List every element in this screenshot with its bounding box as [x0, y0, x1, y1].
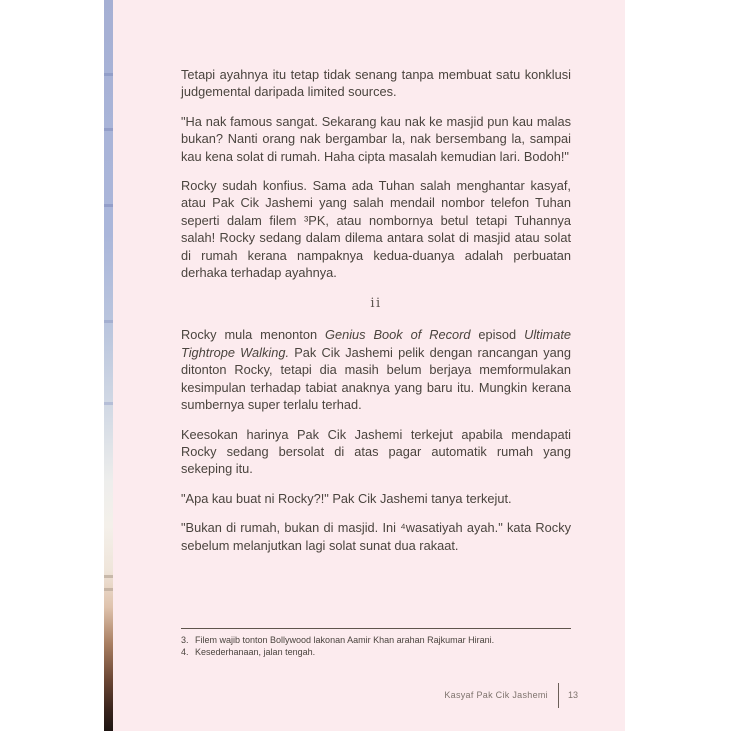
footnote-divider	[181, 628, 571, 629]
page-number: 13	[567, 690, 578, 700]
edge-mark	[104, 128, 113, 131]
adjacent-image-edge	[104, 0, 113, 731]
footnote-number: 4.	[181, 646, 189, 657]
footer-divider	[558, 683, 559, 708]
edge-mark	[104, 320, 113, 323]
footnote	[181, 647, 571, 659]
paragraph	[181, 326, 571, 413]
edge-mark	[104, 575, 113, 578]
italic-title: Ultimate Tightrope Walking.	[181, 327, 572, 360]
italic-title: Genius Book of Record	[325, 327, 471, 343]
footnotes-block	[181, 628, 571, 658]
section-heading: ii	[370, 296, 382, 312]
edge-mark	[104, 204, 113, 207]
dialogue-paragraph: "Apa kau buat ni Rocky?!" Pak Cik Jashemi tanya terkejut.	[181, 490, 512, 506]
running-title: Kasyaf Pak Cik Jashemi	[444, 690, 548, 700]
page-footer	[444, 682, 578, 708]
edge-mark	[104, 73, 113, 76]
dialogue-paragraph: "Ha nak famous sangat. Sekarang kau nak ke masjid pun kau malas bukan? Nanti orang nak bergambar la, nak bersembang la, sampai kau kena solat di rumah. Haha cipta masalah kemudian lari. Bodoh!"	[181, 113, 571, 164]
paragraph: Tetapi ayahnya itu tetap tidak senang tanpa membuat satu konklusi judgemental daripada limited sources.	[181, 67, 571, 100]
edge-mark	[104, 402, 113, 405]
footnote-number: 3.	[181, 635, 189, 645]
footnote-text: Kesederhanaan, jalan tengah.	[195, 646, 316, 657]
paragraph: Keesokan harinya Pak Cik Jashemi terkejut apabila mendapati Rocky sedang bersolat di atas pagar automatik rumah yang sekeping itu.	[181, 426, 571, 477]
text-run: episod	[470, 327, 525, 343]
text-run: Pak Cik Jashemi pelik dengan rancangan yang ditonton Rocky, tetapi dia masih belum berjaya memformulakan kesimpulan terhadap tabiat anaknya yang baru itu. Mungkin kerana sumbernya super terlalu terhad.	[181, 344, 571, 413]
footnote-text: Filem wajib tonton Bollywood lakonan Aamir Khan arahan Rajkumar Hirani.	[195, 635, 495, 645]
page-body-text	[181, 66, 571, 554]
text-run: Rocky mula menonton	[181, 327, 326, 343]
book-page	[113, 0, 625, 731]
edge-mark	[104, 588, 113, 591]
dialogue-paragraph: "Bukan di rumah, bukan di masjid. Ini ⁴wasatiyah ayah." kata Rocky sebelum melanjutkan lagi solat sunat dua rakaat.	[181, 520, 571, 553]
footnote	[181, 635, 571, 647]
paragraph: Rocky sudah konfius. Sama ada Tuhan salah menghantar kasyaf, atau Pak Cik Jashemi yang salah mendail nombor telefon Tuhan seperti dalam filem ³PK, atau nombornya betul tetapi Tuhannya salah! Rocky sedang dalam dilema antara solat di masjid atau solat di rumah kerana nampaknya kedua-duanya adalah perbuatan derhaka terhadap ayahnya.	[181, 178, 571, 281]
